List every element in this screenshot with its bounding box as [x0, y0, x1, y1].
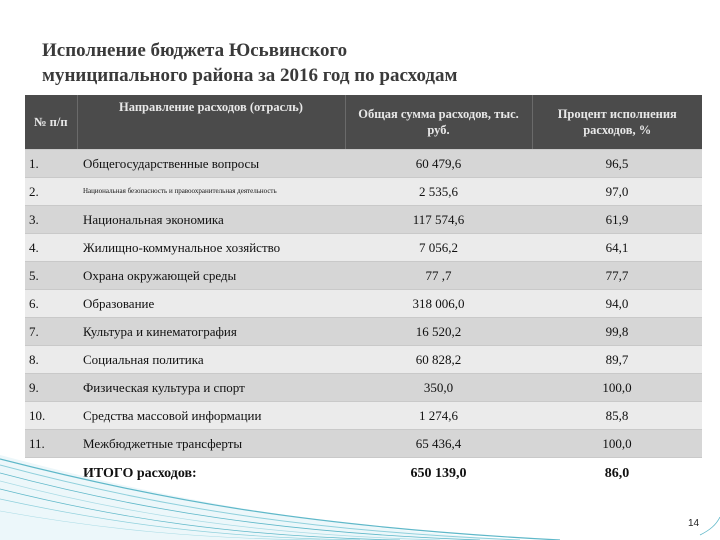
row-num: 8. — [25, 346, 77, 374]
row-num: 2. — [25, 178, 77, 206]
row-name: Физическая культура и спорт — [77, 374, 345, 402]
row-num: 4. — [25, 234, 77, 262]
row-num: 7. — [25, 318, 77, 346]
row-total: 350,0 — [345, 374, 532, 402]
row-total: 117 574,6 — [345, 206, 532, 234]
table-row — [25, 178, 702, 206]
page-title — [42, 38, 602, 88]
row-percent: 100,0 — [532, 430, 702, 458]
total-label: ИТОГО расходов: — [77, 458, 345, 491]
table-row — [25, 346, 702, 374]
row-percent: 94,0 — [532, 290, 702, 318]
title-line-1: Исполнение бюджета Юсьвинского — [42, 40, 348, 61]
row-num: 6. — [25, 290, 77, 318]
row-name: Средства массовой информации — [77, 402, 345, 430]
row-total: 60 479,6 — [345, 150, 532, 178]
row-total: 60 828,2 — [345, 346, 532, 374]
table-row — [25, 318, 702, 346]
budget-table — [25, 95, 702, 490]
row-percent: 89,7 — [532, 346, 702, 374]
row-name: Общегосударственные вопросы — [77, 150, 345, 178]
header-num: № п/п — [25, 95, 77, 150]
row-num: 5. — [25, 262, 77, 290]
header-percent: Процент исполнения расходов, % — [532, 95, 702, 150]
row-percent: 100,0 — [532, 374, 702, 402]
table-row — [25, 374, 702, 402]
row-num: 3. — [25, 206, 77, 234]
row-total: 65 436,4 — [345, 430, 532, 458]
table-header-row — [25, 95, 702, 150]
row-total: 77 ,7 — [345, 262, 532, 290]
row-percent: 85,8 — [532, 402, 702, 430]
row-total: 7 056,2 — [345, 234, 532, 262]
table-row — [25, 150, 702, 178]
row-name: Межбюджетные трансферты — [77, 430, 345, 458]
row-name: Национальная безопасность и правоохранительная деятельность — [77, 178, 345, 206]
page-number: 14 — [688, 518, 700, 529]
row-percent: 61,9 — [532, 206, 702, 234]
row-num: 9. — [25, 374, 77, 402]
total-sum: 650 139,0 — [345, 458, 532, 491]
row-name: Национальная экономика — [77, 206, 345, 234]
row-num: 10. — [25, 402, 77, 430]
row-total: 318 006,0 — [345, 290, 532, 318]
row-name: Охрана окружающей среды — [77, 262, 345, 290]
table-row — [25, 206, 702, 234]
row-name: Социальная политика — [77, 346, 345, 374]
header-direction: Направление расходов (отрасль) — [77, 95, 345, 150]
row-num: 11. — [25, 430, 77, 458]
decorative-wave-stripes — [0, 455, 720, 540]
row-total: 2 535,6 — [345, 178, 532, 206]
table-row — [25, 430, 702, 458]
row-percent: 99,8 — [532, 318, 702, 346]
row-name: Образование — [77, 290, 345, 318]
title-line-2: муниципального района за 2016 год по расходам — [42, 65, 458, 86]
row-percent: 96,5 — [532, 150, 702, 178]
row-percent: 97,0 — [532, 178, 702, 206]
row-total: 16 520,2 — [345, 318, 532, 346]
row-percent: 77,7 — [532, 262, 702, 290]
row-percent: 64,1 — [532, 234, 702, 262]
table-row — [25, 290, 702, 318]
row-name: Культура и кинематография — [77, 318, 345, 346]
header-total: Общая сумма расходов, тыс. руб. — [345, 95, 532, 150]
row-num: 1. — [25, 150, 77, 178]
table-row — [25, 262, 702, 290]
table-row — [25, 402, 702, 430]
total-percent: 86,0 — [532, 458, 702, 491]
row-total: 1 274,6 — [345, 402, 532, 430]
table-row — [25, 234, 702, 262]
row-name: Жилищно-коммунальное хозяйство — [77, 234, 345, 262]
